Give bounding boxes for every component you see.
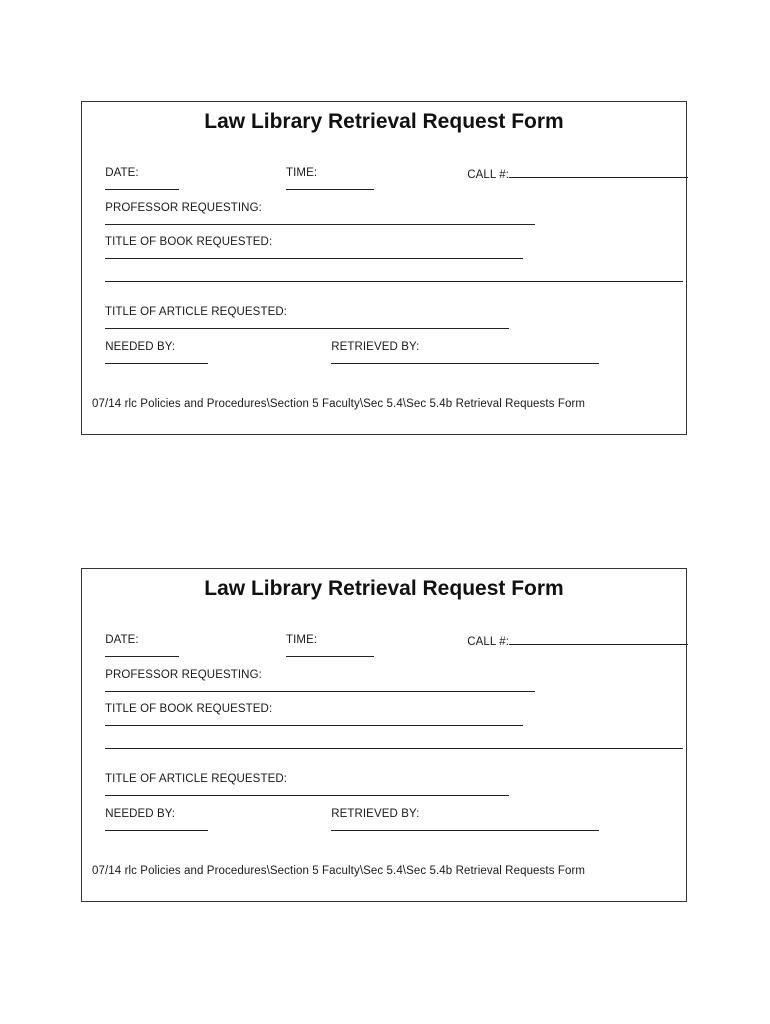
- book-title-continuation: [92, 259, 683, 297]
- retrieval-request-form: [81, 568, 687, 902]
- book-title-continuation: [92, 726, 683, 764]
- form-title: Law Library Retrieval Request Form: [204, 110, 564, 133]
- date-blank[interactable]: [105, 179, 179, 190]
- time-label: TIME:: [285, 634, 318, 646]
- retrieved-by-field: [318, 329, 599, 379]
- form-footer: 07/14 rlc Policies and Procedures\Section 5 Faculty\Sec 5.4\Sec 5.4b Retrieval Requests Form: [92, 865, 586, 877]
- call-number-label: CALL #:: [467, 636, 510, 648]
- professor-label: PROFESSOR REQUESTING:: [105, 669, 262, 681]
- call-number-label: CALL #:: [467, 169, 510, 181]
- book-title-label: TITLE OF BOOK REQUESTED:: [104, 703, 273, 715]
- call-number-field: [454, 155, 688, 193]
- book-title-continuation-blank[interactable]: [105, 271, 683, 282]
- date-label: DATE:: [105, 634, 139, 646]
- needed-by-blank[interactable]: [105, 353, 208, 364]
- retrieved-by-label: RETRIEVED BY:: [331, 808, 420, 820]
- book-title-continuation-blank[interactable]: [105, 738, 683, 749]
- call-number-blank[interactable]: [509, 634, 688, 645]
- time-label: TIME:: [285, 167, 318, 179]
- time-blank[interactable]: [286, 179, 374, 190]
- retrieved-by-label: RETRIEVED BY:: [331, 341, 420, 353]
- retrieval-request-form: [81, 101, 687, 435]
- date-label: DATE:: [105, 167, 139, 179]
- book-title-blank[interactable]: [105, 715, 523, 726]
- form-footer: 07/14 rlc Policies and Procedures\Section 5 Faculty\Sec 5.4\Sec 5.4b Retrieval Requests Form: [92, 398, 586, 410]
- needed-by-blank[interactable]: [105, 820, 208, 831]
- needed-by-field: [92, 329, 208, 379]
- retrieved-by-field: [318, 796, 599, 846]
- retrieved-by-blank[interactable]: [331, 353, 599, 364]
- article-title-blank[interactable]: [105, 318, 509, 329]
- form-title: Law Library Retrieval Request Form: [204, 577, 564, 600]
- book-title-label: TITLE OF BOOK REQUESTED:: [104, 236, 273, 248]
- article-title-blank[interactable]: [105, 785, 509, 796]
- date-blank[interactable]: [105, 646, 179, 657]
- call-number-field: [454, 622, 688, 660]
- article-title-label: TITLE OF ARTICLE REQUESTED:: [104, 306, 288, 318]
- retrieved-by-blank[interactable]: [331, 820, 599, 831]
- needed-by-label: NEEDED BY:: [105, 808, 176, 820]
- professor-label: PROFESSOR REQUESTING:: [105, 202, 262, 214]
- book-title-blank[interactable]: [105, 248, 523, 259]
- needed-by-field: [92, 796, 208, 846]
- time-blank[interactable]: [286, 646, 374, 657]
- needed-by-label: NEEDED BY:: [105, 341, 176, 353]
- article-title-label: TITLE OF ARTICLE REQUESTED:: [104, 773, 288, 785]
- call-number-blank[interactable]: [509, 167, 688, 178]
